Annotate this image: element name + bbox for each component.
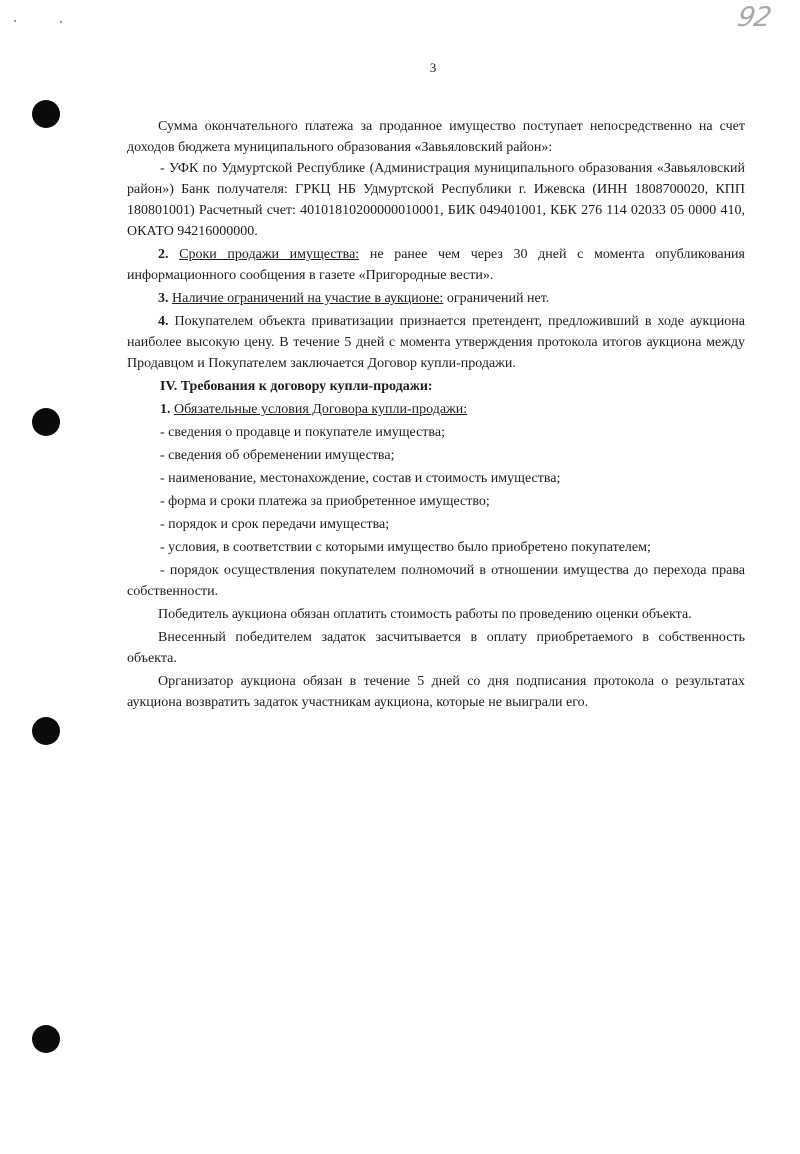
condition-item: - порядок и срок передачи имущества;: [160, 517, 390, 532]
document-body: [127, 116, 745, 713]
section-text: ограничений нет.: [443, 291, 550, 306]
section-title: Наличие ограничений на участие в аукционе:: [172, 291, 444, 306]
section-2: [127, 244, 745, 286]
section-number: 4.: [158, 314, 169, 329]
condition-item: - форма и сроки платежа за приобретенное имущество;: [160, 494, 490, 509]
binder-hole: [32, 1025, 60, 1053]
closing-paragraph: Победитель аукциона обязан оплатить стоимость работы по проведению оценки объекта.: [158, 607, 692, 622]
section-number: 2.: [158, 247, 169, 262]
scan-speck: [60, 21, 62, 23]
section-text: Покупателем объекта приватизации признается претендент, предложивший в ходе аукциона наиболее высокую цену. В течение 5 дней с момента утверждения протокола итогов аукциона между Продавцом и Покупателем заключается Договор купли-продажи.: [127, 314, 745, 371]
page-number: 3: [429, 60, 437, 75]
condition-item: - наименование, местонахождение, состав и стоимость имущества;: [160, 471, 561, 486]
item-title: Обязательные условия Договора купли-продажи:: [174, 402, 468, 417]
section-3: [127, 288, 745, 309]
binder-hole: [32, 408, 60, 436]
closing-paragraph: Организатор аукциона обязан в течение 5 дней со дня подписания протокола о результатах аукциона возвратить задаток участникам аукциона, которые не выиграли его.: [127, 674, 745, 710]
paragraph-payment: Сумма окончательного платежа за проданное имущество поступает непосредственно на счет доходов бюджета муниципального образования «Завьяловский район»:: [127, 119, 745, 155]
section-number: 3.: [158, 291, 169, 306]
section-heading-iv: IV. Требования к договору купли-продажи:: [160, 379, 433, 394]
condition-item: - условия, в соответствии с которыми имущество было приобретено покупателем;: [160, 540, 651, 555]
paragraph-bank-details: - УФК по Удмуртской Республике (Администрация муниципального образования «Завьяловский район») Банк получателя: ГРКЦ НБ Удмуртской Республики г. Ижевска (ИНН 1808700020, КПП 180801001) Расчетный счет: 40101810200000010001, БИК 049401001, КБК 276 114 02033 05 0000 410, ОКАТО 94216000000.: [127, 161, 745, 239]
handwritten-sheet-number: 92: [735, 2, 774, 33]
condition-item: - порядок осуществления покупателем полномочий в отношении имущества до перехода права собственности.: [127, 563, 745, 599]
section-title: Сроки продажи имущества:: [179, 247, 360, 262]
section-4: [127, 311, 745, 374]
condition-item: - сведения об обременении имущества;: [160, 448, 395, 463]
scan-speck: [14, 20, 16, 22]
closing-paragraph: Внесенный победителем задаток засчитывается в оплату приобретаемого в собственность объекта.: [127, 630, 745, 666]
binder-hole: [32, 100, 60, 128]
binder-hole: [32, 717, 60, 745]
section-text: не ранее чем через 30 дней с момента опубликования информационного сообщения в газете «Пригородные вести».: [127, 247, 745, 283]
iv-item-1: [127, 399, 745, 420]
condition-item: - сведения о продавце и покупателе имущества;: [160, 425, 445, 440]
item-number: 1.: [160, 402, 171, 417]
